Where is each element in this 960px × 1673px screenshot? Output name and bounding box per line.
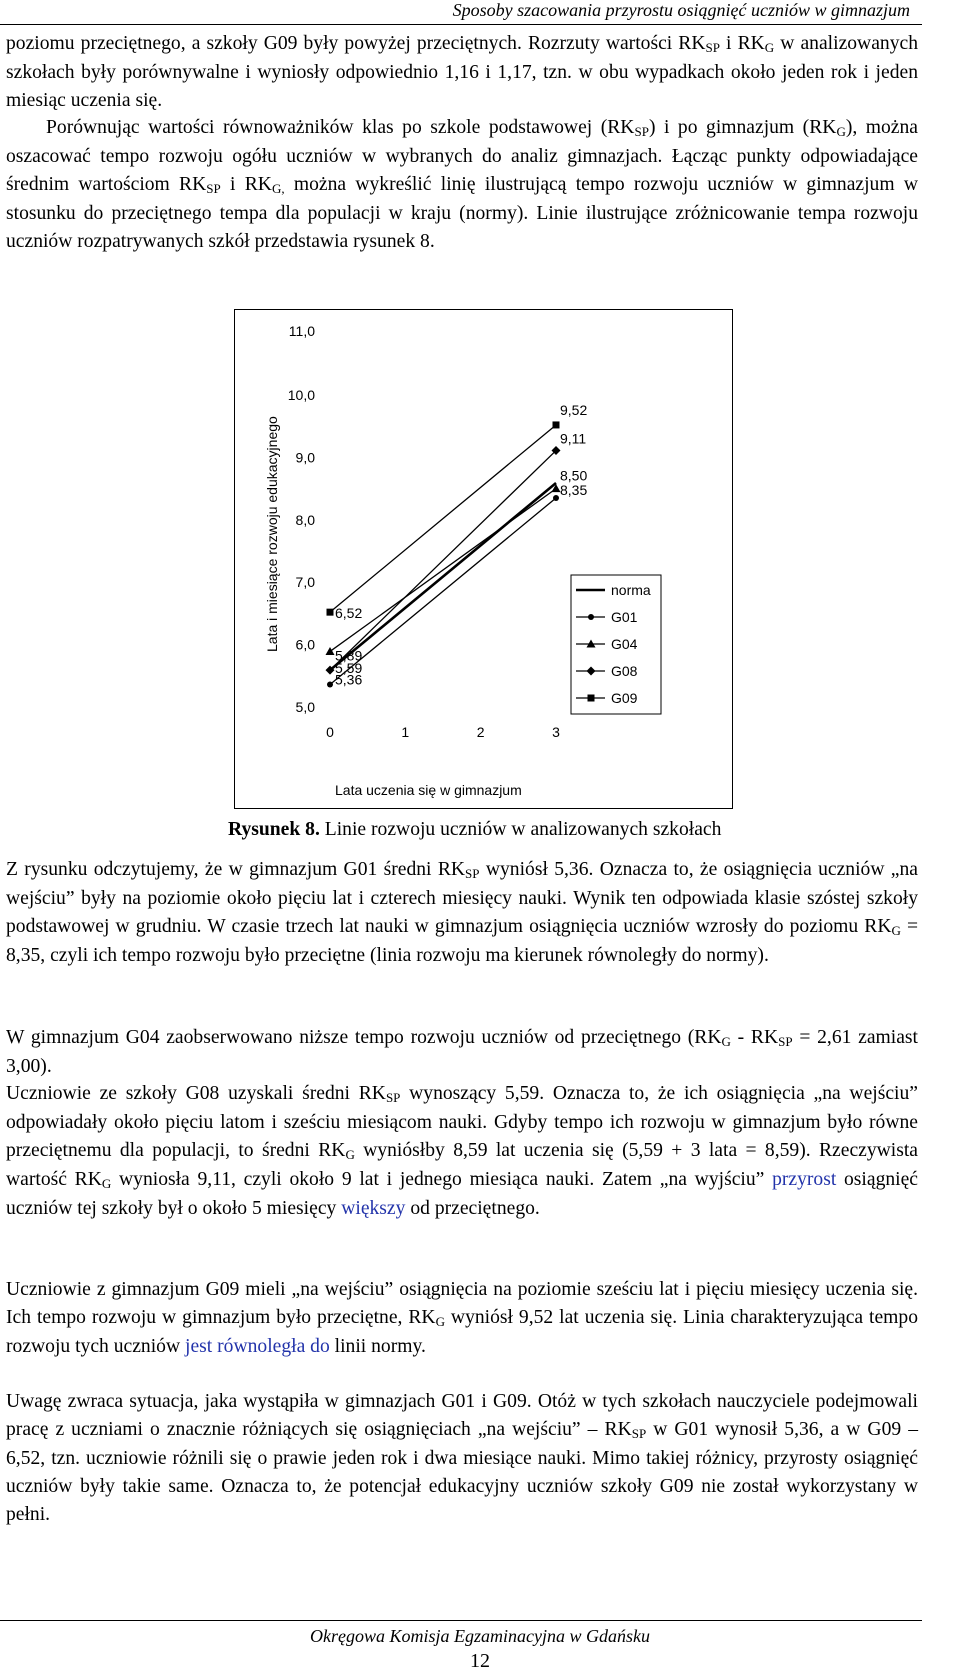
data-point-g01 <box>327 682 333 688</box>
header-title: Sposoby szacowania przyrostu osiągnięć uczniów w gimnazjum <box>452 0 910 20</box>
data-label-g09: 9,52 <box>560 401 588 418</box>
y-tick-label: 10,0 <box>287 387 315 403</box>
paragraph-7: Uwagę zwraca sytuacja, jaka wystąpiła w gimnazjach G01 i G09. Otóż w tych szkołach nauczyciele podejmowali pracę z uczniami o znacznie różniących się osiągnięciach „na wejściu” – $RK_{SP}$ w G01 wynosił 5,36, a w G09 – 6,52, tzn. uczniowie różnili się o prawie jeden rok i dwa miesiące nauki. Mimo takiej różnicy, przyrosty osiągnięć uczniów były takie same. Oznacza to, że potencjał edukacyjny uczniów szkoły G09 nie został wykorzystany w pełni. <box>6 1391 918 1525</box>
y-tick-label: 7,0 <box>295 574 315 591</box>
data-point-g09 <box>553 421 560 428</box>
legend-marker <box>588 614 594 620</box>
x-tick-label: 2 <box>476 724 485 740</box>
growth-line-chart <box>235 310 734 810</box>
legend-marker <box>588 695 595 702</box>
footer-rule <box>0 1620 922 1621</box>
paragraph-1: poziomu przeciętnego, a szkoły G09 były powyżej przeciętnych. Rozrzuty wartości $RK_{SP}$ i $RK_G$ w analizowanych szkołach były porównywalne i wyniosły odpowiednio 1,16 i 1,17, tzn. w obu wypadkach około jeden rok i jeden miesiąc uczenia się. <box>6 33 918 111</box>
series-line-g01 <box>330 498 556 685</box>
figure-caption: Rysunek 8. Linie rozwoju uczniów w analizowanych szkołach <box>228 819 722 840</box>
data-point-g09 <box>327 609 334 616</box>
page-number: 12 <box>470 1650 490 1672</box>
paragraph-2: Porównując wartości równoważników klas po szkole podstawowej $(RK_{SP})$ i po gimnazjum $(RK_G)$, można oszacować tempo rozwoju ogółu uczniów w wybranych do analiz gimnazjach. Łącząc punkty odpowiadające średnim wartościom $RK_{SP}$ i $RK_{G,}$ można wykreślić linię ilustrującą tempo rozwoju uczniów w gimnazjum w stosunku do przeciętnego tempa dla populacji w kraju (normy). Linie ilustrujące zróżnicowanie tempa rozwoju uczniów rozpatrywanych szkół przedstawia rysunek 8. <box>6 117 918 252</box>
legend-label: G01 <box>611 609 638 625</box>
y-tick-label: 5,0 <box>295 699 315 715</box>
legend-label: norma <box>611 582 651 598</box>
y-tick-label: 11,0 <box>288 323 315 339</box>
page-header <box>0 0 922 24</box>
legend-label: G08 <box>611 663 638 679</box>
series-line-g04 <box>330 489 556 652</box>
paragraph-4: W gimnazjum G04 zaobserwowano niższe tempo rozwoju uczniów od przeciętnego ($RK_G - RK_{SP} = 2,61$ zamiast 3,00). <box>6 1027 918 1077</box>
legend-label: G09 <box>611 690 638 706</box>
series-line-g08 <box>330 451 556 671</box>
paragraph-5: Uczniowie ze szkoły G08 uzyskali średni $RK_{SP}$ wynoszący 5,59. Oznacza to, że ich osiągnięcia „na wejściu” odpowiadały około pięciu latom i sześciu miesiącom nauki. Gdyby tempo ich rozwoju w gimnazjum było równe przeciętnemu dla populacji, to średni $RK_G$ wyniósłby 8,59 lat uczenia się (5,59 + 3 lata = 8,59). Rzeczywista wartość $RK_G$ wyniosła 9,11, czyli około 9 lat i jednego miesiąca nauki. Zatem „na wyjściu” przyrost osiągnięć uczniów tej szkoły był o około 5 miesięcy większy od przeciętnego. <box>6 1083 918 1219</box>
x-tick-label: 3 <box>552 724 560 740</box>
y-tick-label: 6,0 <box>295 636 315 653</box>
series-line-g09 <box>330 425 556 612</box>
footer-text: Okręgowa Komisja Egzaminacyjna w Gdańsku <box>310 1626 650 1646</box>
data-label-g01: 8,35 <box>560 481 588 498</box>
y-tick-label: 9,0 <box>295 449 315 466</box>
data-label-g04: 5,89 <box>335 647 363 664</box>
chart-frame <box>234 309 733 809</box>
legend-marker <box>587 667 596 676</box>
data-label-g04: 8,50 <box>560 467 588 484</box>
x-tick-label: 1 <box>401 724 410 740</box>
header-rule <box>0 24 922 25</box>
data-point-g01 <box>553 495 559 501</box>
paragraph-3: Z rysunku odczytujemy, że w gimnazjum G01 średni $RK_{SP}$ wyniósł 5,36. Oznacza to, że osiągnięcia uczniów „na wejściu” były na poziomie około pięciu lat i czterech miesięcy nauki. Wynik ten odpowiada klasie szóstej szkoły podstawowej w grudniu. W czasie trzech lat nauki w gimnazjum osiągnięcia uczniów wzrosły do poziomu $RK_G = 8,35$, czyli ich tempo rozwoju było przeciętne (linia rozwoju ma kierunek równoległy do normy). <box>6 859 918 966</box>
y-axis-label: Lata i miesiące rozwoju edukacyjnego <box>264 416 280 652</box>
x-axis-label: Lata uczenia się w gimnazjum <box>335 782 522 798</box>
data-label-g09: 6,52 <box>335 605 363 622</box>
data-label-g08: 5,59 <box>335 660 363 677</box>
data-point-g04 <box>326 647 335 655</box>
chart-legend <box>571 575 661 714</box>
series-line-norma <box>330 483 556 670</box>
data-label-g08: 9,11 <box>560 430 587 447</box>
data-label-g01: 5,36 <box>335 671 363 688</box>
y-tick-label: 8,0 <box>295 511 315 528</box>
legend-label: G04 <box>611 636 638 652</box>
x-tick-label: 0 <box>326 724 334 740</box>
paragraph-6: Uczniowie z gimnazjum G09 mieli „na wejściu” osiągnięcia na poziomie sześciu lat i pięciu miesięcy uczenia się. Ich tempo rozwoju w gimnazjum było przeciętne, $RK_G$ wyniósł 9,52 lat uczenia się. Linia charakteryzująca tempo rozwoju tych uczniów jest równoległa do linii normy. <box>6 1279 919 1357</box>
